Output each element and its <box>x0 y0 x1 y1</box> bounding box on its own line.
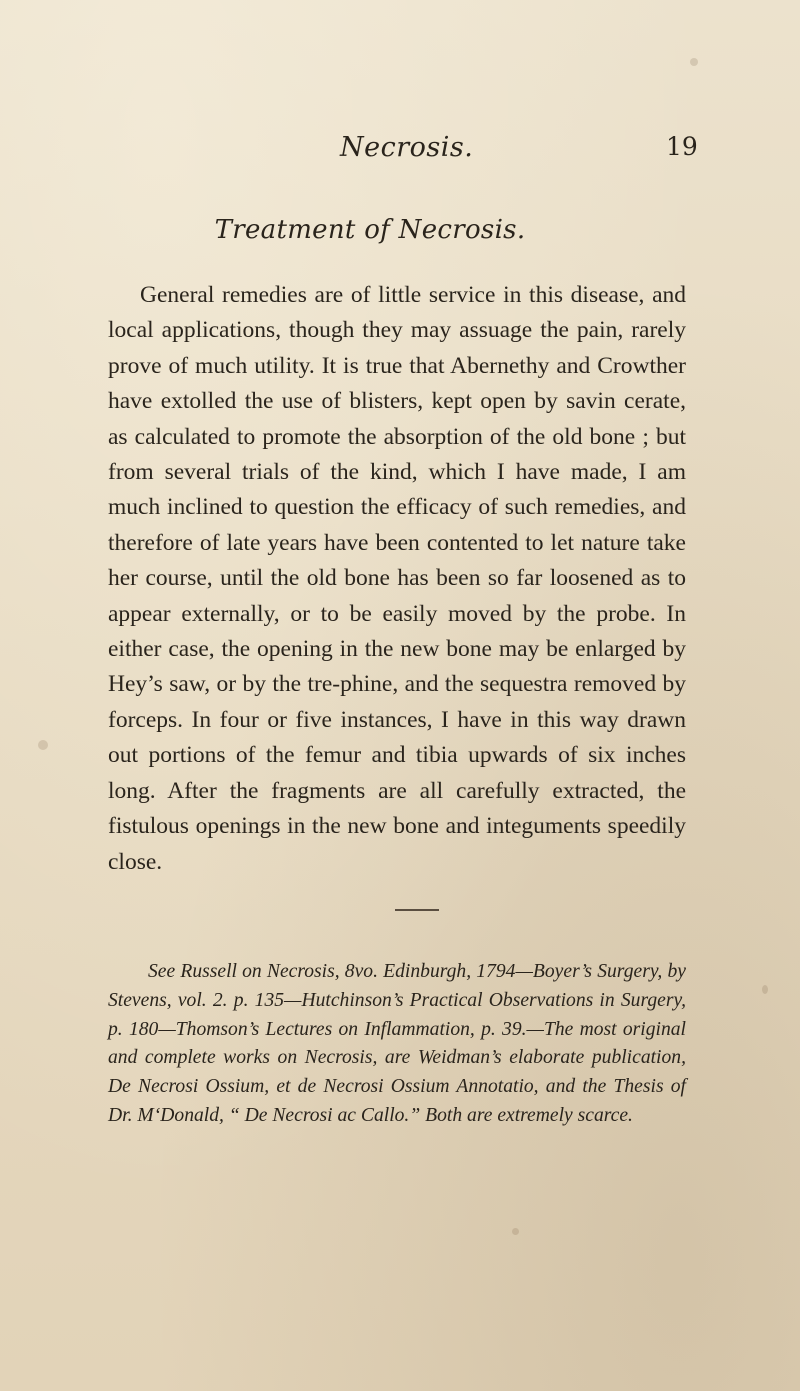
paper-stain <box>512 1228 519 1235</box>
paper-stain <box>38 740 48 750</box>
section-heading: Treatment of Necrosis. <box>214 215 526 245</box>
page-number: 19 <box>666 132 698 161</box>
footnote-divider <box>395 909 439 911</box>
running-head <box>0 132 800 172</box>
running-title: Necrosis. <box>340 132 474 163</box>
paper-stain <box>762 985 768 994</box>
footnote: See Russell on Necrosis, 8vo. Edinburgh, 1794—Boyer’s Surgery, by Stevens, vol. 2. p. 135—Hutchinson’s Practical Observations in Surgery, p. 180—Thomson’s Lectures on Inflammation, p. 39.—The most original and complete works on Necrosis, are Weidman’s elaborate publication, De Necrosi Ossium, et de Necrosi Ossium Annotatio, and the Thesis of Dr. M‘Donald, “ De Necrosi ac Callo.” Both are extremely scarce. <box>108 961 686 1126</box>
paper-stain <box>690 58 698 66</box>
body-paragraph: General remedies are of little service in this disease, and local applications, though they may assuage the pain, rarely prove of much utility. It is true that Abernethy and Crowther have extolled the use of blisters, kept open by savin cerate, as calculated to promote the absorption of the old bone ; but from several trials of the kind, which I have made, I am much inclined to question the efficacy of such remedies, and therefore of late years have been contented to let nature take her course, until the old bone has been so far loosened as to appear externally, or to be easily moved by the probe. In either case, the opening in the new bone may be enlarged by Hey’s saw, or by the tre-phine, and the sequestra removed by forceps. In four or five instances, I have in this way drawn out portions of the femur and tibia upwards of six inches long. After the fragments are all carefully extracted, the fistulous openings in the new bone and integuments speedily close. <box>108 282 686 875</box>
